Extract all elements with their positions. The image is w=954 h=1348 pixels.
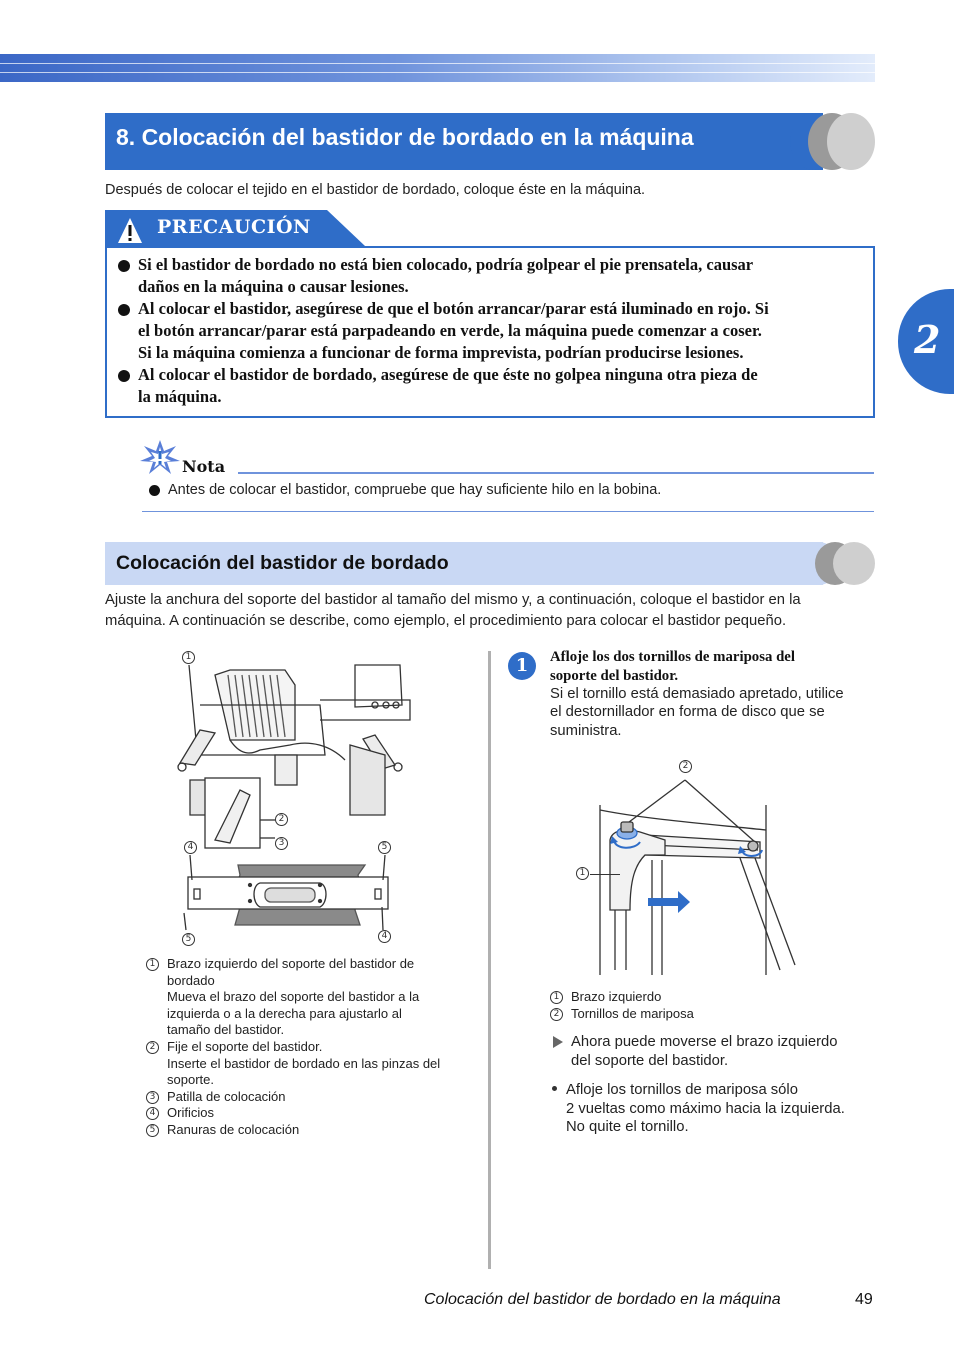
intro-text: Después de colocar el tejido en el bastidor de bordado, coloque éste en la máquina. <box>105 182 646 198</box>
legend-number: 5 <box>146 1124 159 1137</box>
right-callout-1: 1 <box>576 867 589 880</box>
caution-item-3-line-2: la máquina. <box>138 387 222 406</box>
step1-line: Si el tornillo está demasiado apretado, utilice <box>550 686 844 702</box>
section-title: 8. Colocación del bastidor de bordado en la máquina <box>116 124 694 150</box>
legend-number: 1 <box>550 991 563 1004</box>
legend-line: Inserte el bastidor de bordado en las pinzas del <box>167 1055 441 1071</box>
caution-item-2 <box>138 298 769 364</box>
subsection-title: Colocación del bastidor de bordado <box>116 552 449 574</box>
right-callout-2: 2 <box>679 760 692 773</box>
step1-line: suministra. <box>550 722 622 739</box>
result-arrow-icon <box>552 1036 564 1048</box>
legend-number: 4 <box>146 1107 159 1120</box>
column-divider <box>488 651 491 1269</box>
callout-4-bottom: 4 <box>378 930 391 943</box>
caution-item-3 <box>138 364 758 408</box>
legend-line: izquierda o a la derecha para ajustarlo al <box>167 1005 402 1021</box>
result-line: Ahora puede moverse el brazo izquierdo <box>571 1034 838 1050</box>
tip-line: 2 vueltas como máximo hacia la izquierda. <box>566 1100 845 1117</box>
step-number-badge: 1 <box>508 652 536 680</box>
legend-item <box>550 989 694 1006</box>
legend-line: Mueva el brazo del soporte del bastidor a la <box>167 989 420 1005</box>
footer-title: Colocación del bastidor de bordado en la máquina <box>424 1291 781 1308</box>
legend-line: tamaño del bastidor. <box>167 1022 285 1038</box>
callout-4-top: 4 <box>184 841 197 854</box>
legend-line: Tornillos de mariposa <box>571 1005 694 1021</box>
note-bottom-line <box>142 511 874 512</box>
caution-bullet-icon <box>118 304 130 316</box>
callout-1: 1 <box>182 651 195 664</box>
legend-number: 2 <box>550 1008 563 1021</box>
step1-heading <box>550 648 795 685</box>
legend-line: Brazo izquierdo <box>571 989 662 1004</box>
caution-item-2-line-3: Si la máquina comienza a funcionar de forma imprevista, podrían producirse lesiones. <box>138 343 744 362</box>
step1-text <box>550 685 844 740</box>
callout-2: 2 <box>275 813 288 826</box>
legend-item <box>146 956 476 1039</box>
tip-bullet-icon <box>552 1086 557 1091</box>
legend-item <box>550 1006 694 1023</box>
caution-item-1-line-2: daños en la máquina o causar lesiones. <box>138 277 409 296</box>
legend-line: Orificios <box>167 1105 214 1121</box>
top-decorative-band <box>0 54 875 82</box>
chapter-tab <box>898 289 954 394</box>
step1-heading-line: Afloje los dos tornillos de mariposa del <box>550 649 795 665</box>
subsection-text <box>105 590 801 632</box>
subsection-line-2: máquina. A continuación se describe, como ejemplo, el procedimiento para colocar el bastidor pequeño. <box>105 613 787 629</box>
note-bullet-icon <box>149 485 160 496</box>
legend-line: soporte. <box>167 1072 214 1088</box>
tip-line: No quite el tornillo. <box>566 1119 689 1135</box>
legend-number: 2 <box>146 1041 159 1054</box>
result-text <box>571 1033 838 1070</box>
step1-heading-line: soporte del bastidor. <box>550 667 679 684</box>
caution-bullet-icon <box>118 260 130 272</box>
legend-line: Brazo izquierdo del soporte del bastidor de <box>167 956 415 971</box>
legend-item <box>146 1122 476 1139</box>
tip-text <box>566 1081 845 1137</box>
caution-item-1 <box>138 254 753 298</box>
page-number: 49 <box>855 1291 873 1308</box>
caution-item-2-line-1: Al colocar el bastidor, asegúrese de que el botón arrancar/parar está iluminado en rojo. Si <box>138 299 769 318</box>
note-sparkle-icon <box>140 440 180 474</box>
legend-number: 1 <box>146 958 159 971</box>
legend-line: Ranuras de colocación <box>167 1121 300 1137</box>
legend-line: Patilla de colocación <box>167 1088 286 1104</box>
note-text: Antes de colocar el bastidor, compruebe que hay suficiente hilo en la bobina. <box>168 482 662 498</box>
callout-3: 3 <box>275 837 288 850</box>
callout-5-bottom: 5 <box>182 933 195 946</box>
step1-line: el destornillador en forma de disco que se <box>550 704 825 721</box>
left-legend <box>146 956 476 1139</box>
legend-item <box>146 1105 476 1122</box>
legend-item <box>146 1039 476 1089</box>
legend-number: 3 <box>146 1091 159 1104</box>
result-line: del soporte del bastidor. <box>571 1052 729 1069</box>
chapter-number: 2 <box>914 317 941 362</box>
subsection-line-1: Ajuste la anchura del soporte del bastidor al tamaño del mismo y, a continuación, coloque el bastidor en la <box>105 592 801 608</box>
caution-item-3-line-1: Al colocar el bastidor de bordado, asegúrese de que éste no golpea ninguna otra pieza de <box>138 365 758 384</box>
right-legend <box>550 989 694 1022</box>
right-callout-1-leader <box>590 874 620 875</box>
caution-item-2-line-2: el botón arrancar/parar está parpadeando en verde, la máquina puede comenzar a coser. <box>138 321 762 340</box>
note-label: Nota <box>182 457 226 476</box>
legend-item <box>146 1089 476 1106</box>
caution-item-1-line-1: Si el bastidor de bordado no está bien colocado, podría golpear el pie prensatela, causar <box>138 255 754 274</box>
callout-5-top: 5 <box>378 841 391 854</box>
machine-frame-illustration <box>170 645 420 950</box>
note-header-line <box>238 472 874 474</box>
legend-line: Fije el soporte del bastidor. <box>167 1038 323 1054</box>
subheading-pill-light <box>833 542 875 585</box>
wing-screw-illustration <box>590 770 815 980</box>
legend-line: bordado <box>167 972 215 988</box>
title-bar-pill-light <box>827 113 875 170</box>
caution-bullet-icon <box>118 370 130 382</box>
tip-line: Afloje los tornillos de mariposa sólo <box>566 1082 798 1098</box>
caution-label: PRECAUCIÓN <box>157 216 311 238</box>
